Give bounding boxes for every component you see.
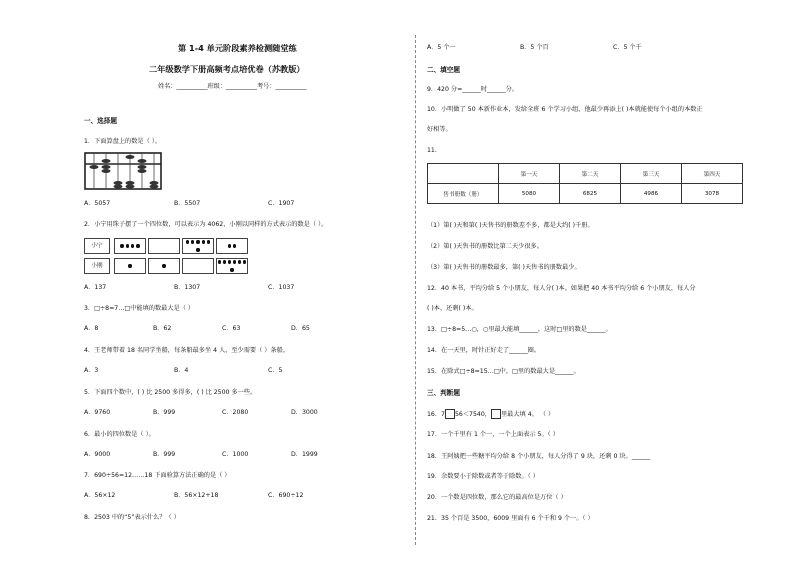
q2-label-ning-text: 小宁: [91, 243, 103, 249]
q4-option-a[interactable]: A．3: [84, 367, 99, 374]
q7-option-b[interactable]: B．56×12+18: [174, 492, 219, 499]
q2-option-b[interactable]: B．1307: [174, 284, 201, 291]
q3-option-b[interactable]: B．62: [153, 325, 172, 332]
q16-suffix: 里最大填 4。 （ ）: [501, 411, 555, 418]
table-header-day3: 第三天: [621, 164, 682, 184]
q3-option-a[interactable]: A．8: [84, 325, 99, 332]
q3-option-c[interactable]: C．63: [222, 325, 241, 332]
table-cell: 5080: [499, 184, 560, 204]
question-20: 20．一个数是四位数，那么它的最高位是万位（ ）: [427, 494, 567, 501]
question-1: 1．下面算盘上的数是（ ）。: [84, 138, 162, 145]
q16-prefix: 16．7: [427, 411, 445, 418]
section-choice-title: 一、选择题: [84, 117, 117, 125]
q5-option-c[interactable]: C．2080: [222, 409, 249, 416]
question-11-3: （3）第( )天售书的册数最多，第( )天售书的册数最少。: [427, 264, 581, 271]
q7-option-a[interactable]: A．56×12: [84, 492, 116, 499]
question-19: 19．余数要小于除数或者等于除数。（ ）: [427, 473, 539, 480]
q5-option-b[interactable]: B．999: [153, 409, 176, 416]
sales-table: [427, 163, 743, 204]
q8-option-c[interactable]: C．5 个千: [613, 44, 642, 51]
abacus-figure: [84, 152, 162, 190]
q6-option-a[interactable]: A．9000: [84, 451, 111, 458]
q16-blank-box-2: [491, 409, 501, 419]
student-info-line[interactable]: 姓名：__________班级：__________考号：__________: [158, 83, 307, 90]
q8-option-b[interactable]: B．5 个百: [520, 44, 549, 51]
q6-option-c[interactable]: C．1000: [222, 451, 249, 458]
q6-option-b[interactable]: B．999: [153, 451, 176, 458]
q2-gang-box-ones: [216, 258, 248, 274]
section-fill-title: 二、填空题: [427, 66, 460, 74]
q16-middle: 56＜7540，: [455, 411, 491, 418]
q1-option-c[interactable]: C．1907: [268, 200, 295, 207]
q2-ning-box-thousands: [114, 238, 146, 254]
question-7: 7．690÷56=12……18 下面验算方法正确的是（ ）: [84, 472, 231, 479]
question-8: 8．2503 中的“5”表示什么？（ ）: [84, 514, 180, 521]
table-cell: 3078: [682, 184, 743, 204]
question-4: 4．王老师带着 18 名同学坐船，每条船最多坐 4 人，至少需要（ ）条船。: [84, 347, 290, 354]
question-12-line1: 12．40 本书，平均分给 5 个小朋友，每人分( )本。如果把 40 本书平均分给 6 个小朋友，每人分: [427, 285, 696, 292]
table-row: [428, 184, 743, 204]
question-10-line2: 好相等。: [427, 126, 452, 133]
q2-ning-box-hundreds: [148, 238, 180, 254]
q2-gang-box-tens: [182, 258, 214, 274]
table-header-day1: 第一天: [499, 164, 560, 184]
q4-option-b[interactable]: B．4: [174, 367, 189, 374]
table-header-day4: 第四天: [682, 164, 743, 184]
q2-ning-box-tens: [182, 238, 214, 254]
q3-option-d[interactable]: D．65: [291, 325, 310, 332]
question-10-line1: 10．小明做了 50 本新作业本，发给全班 6 个学习小组，他最少再添上( )本就能使每个小组的本数正: [427, 106, 703, 113]
question-11-1: （1）第( )天和第( )天售书的册数差不多，都是大约( )千册。: [427, 222, 594, 229]
q1-option-a[interactable]: A．5057: [84, 200, 111, 207]
question-11: 11．: [427, 147, 442, 154]
question-9: 9．420 分=______时______分。: [427, 86, 518, 93]
table-row: [428, 164, 743, 184]
column-divider: [415, 35, 416, 545]
q2-label-gang-text: 小刚: [91, 263, 103, 269]
q2-label-ning: [84, 238, 110, 254]
table-cell: 4986: [621, 184, 682, 204]
q2-gang-box-thousands: [114, 258, 146, 274]
q16-blank-box[interactable]: [445, 409, 455, 419]
q6-option-d[interactable]: D．1999: [291, 451, 318, 458]
q8-option-a[interactable]: A．5 个一: [427, 44, 456, 51]
table-header-day2: 第二天: [560, 164, 621, 184]
question-6: 6．最小的四位数是（ ）。: [84, 431, 155, 438]
question-13: 13．□÷8=5…○，○里最大能填______，这时□里的数是______。: [427, 326, 612, 333]
q1-option-b[interactable]: B．5507: [174, 200, 201, 207]
q7-option-c[interactable]: C．690÷12: [268, 492, 304, 499]
table-row-label: 售书册数（册）: [428, 184, 499, 204]
question-17: 17．一个千里有 1 个一，一个上面表示 5。（ ）: [427, 431, 559, 438]
page-title: 第 1-4 单元阶段素养检测随堂练: [178, 43, 297, 53]
page-subtitle: 二年级数学下册高频考点培优卷（苏教版）: [149, 64, 305, 74]
table-cell: 6825: [560, 184, 621, 204]
question-16: [427, 409, 554, 419]
question-14: 14．在一天里，时针正好走了______圈。: [427, 347, 541, 354]
question-3: 3．□÷8=7…□中能填的数最大是（ ）: [84, 305, 195, 312]
q2-option-a[interactable]: A．137: [84, 284, 107, 291]
question-5: 5．下面四个数中，( ) 比 2500 多得多，( ) 比 2500 多一些。: [84, 389, 257, 396]
q2-gang-box-hundreds: [148, 258, 180, 274]
q5-option-a[interactable]: A．9760: [84, 409, 111, 416]
section-judge-title: 三、判断题: [427, 389, 460, 397]
q4-option-c[interactable]: C．5: [268, 367, 283, 374]
q5-option-d[interactable]: D．3000: [291, 409, 318, 416]
question-11-2: （2）第( )天售书的册数比第二天少很多。: [427, 243, 543, 250]
question-12-line2: ( )本，还剩( )本。: [427, 305, 478, 312]
question-18: 18．王阿姨把一些糖平均分给 8 个小朋友，每人分得了 9 块，还剩 0 块。______: [427, 453, 651, 460]
q2-ning-box-ones: [216, 238, 248, 254]
q2-label-gang: [84, 258, 110, 274]
question-21: 21．35 个百是 3500，6009 里面有 6 个千和 9 个一。（ ）: [427, 515, 594, 522]
table-header-blank: [428, 164, 499, 184]
question-2: 2．小宁用珠子摆了一个四位数，可以表示为 4062，小刚以同样的方式表示的数是（ ）。: [84, 221, 328, 228]
question-15: 15．在除式□÷8=15…□中，□里的数最大是______。: [427, 368, 580, 375]
q2-option-c[interactable]: C．1037: [268, 284, 295, 291]
